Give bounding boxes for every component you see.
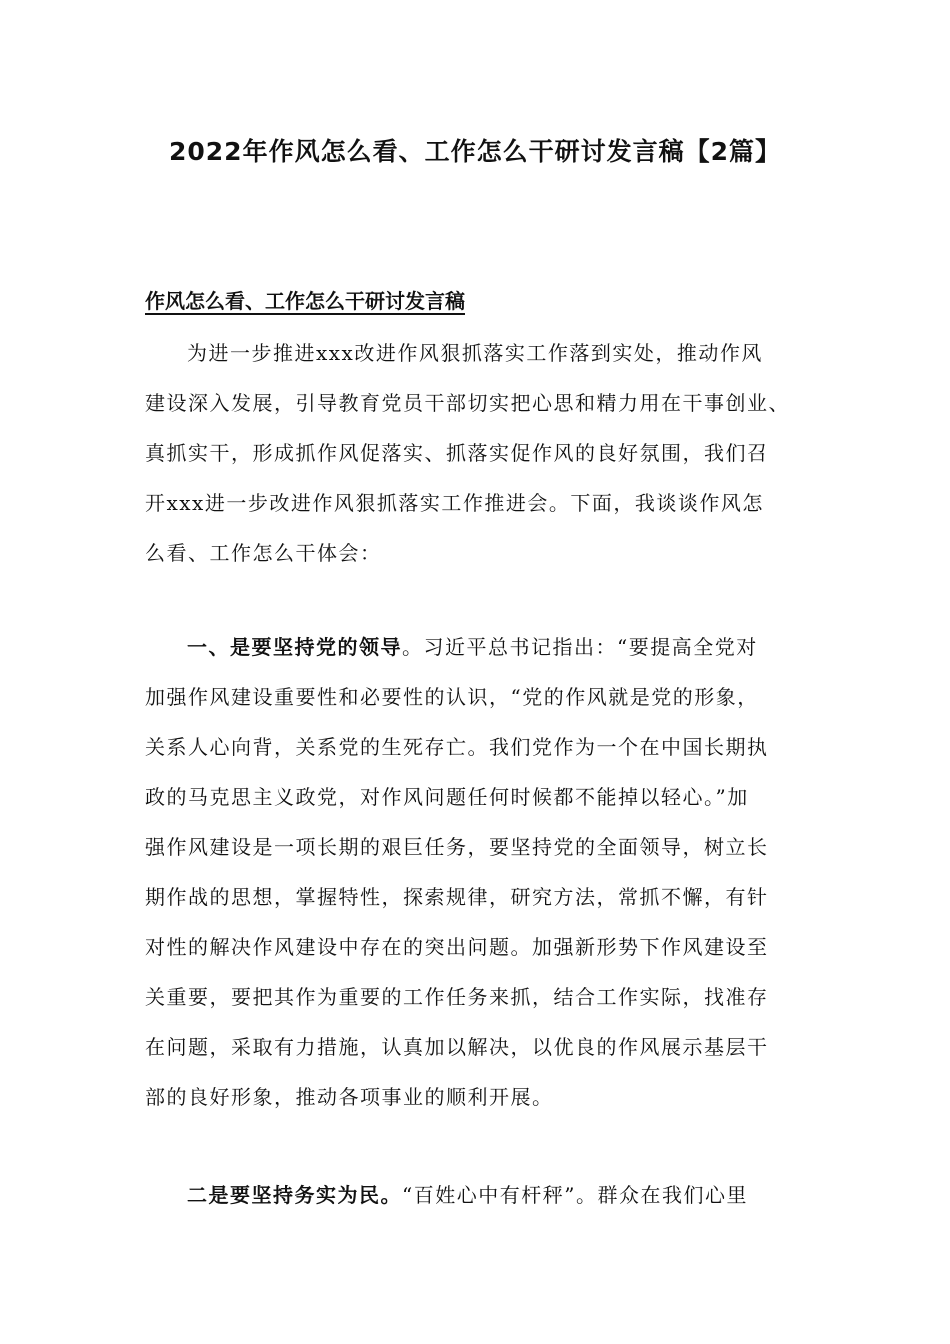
intro-paragraph — [145, 328, 825, 578]
section-one-paragraph — [145, 622, 825, 1122]
section-one-first-line: 。习近平总书记指出：“要提高全党对 — [402, 635, 758, 659]
paragraph-line: 在问题，采取有力措施，认真加以解决，以优良的作风展示基层干 — [145, 1035, 769, 1059]
section-one-lead: 一、是要坚持党的领导 — [187, 635, 402, 659]
section-subheading: 作风怎么看、工作怎么干研讨发言稿 — [145, 289, 465, 313]
paragraph-line: 期作战的思想，掌握特性，探索规律，研究方法，常抓不懈，有针 — [145, 885, 769, 909]
paragraph-line: 开xxx进一步改进作风狠抓落实工作推进会。下面，我谈谈作风怎 — [145, 491, 764, 515]
section-two-paragraph — [145, 1170, 825, 1220]
paragraph-line: 为进一步推进xxx改进作风狠抓落实工作落到实处，推动作风 — [187, 341, 763, 365]
paragraph-line: 对性的解决作风建设中存在的突出问题。加强新形势下作风建设至 — [145, 935, 769, 959]
paragraph-line: 加强作风建设重要性和必要性的认识，“党的作风就是党的形象， — [145, 685, 759, 709]
paragraph-line: 强作风建设是一项长期的艰巨任务，要坚持党的全面领导，树立长 — [145, 835, 769, 859]
paragraph-line: 么看、工作怎么干体会： — [145, 541, 382, 565]
paragraph-line — [145, 622, 825, 672]
section-two-lead: 二是要坚持务实为民。 — [187, 1183, 402, 1207]
paragraph-line: 真抓实干，形成抓作风促落实、抓落实促作风的良好氛围，我们召 — [145, 441, 769, 465]
paragraph-line: 建设深入发展，引导教育党员干部切实把心思和精力用在干事创业、 — [145, 391, 790, 415]
paragraph-line: 政的马克思主义政党，对作风问题任何时候都不能掉以轻心。”加 — [145, 785, 749, 809]
paragraph-line: 关系人心向背，关系党的生死存亡。我们党作为一个在中国长期执 — [145, 735, 769, 759]
section-two-first-line: “百姓心中有杆秤”。群众在我们心里 — [402, 1183, 748, 1207]
paragraph-line — [145, 1170, 825, 1220]
paragraph-line: 关重要，要把其作为重要的工作任务来抓，结合工作实际，找准存 — [145, 985, 769, 1009]
document-title: 2022年作风怎么看、工作怎么干研讨发言稿【2篇】 — [169, 137, 781, 166]
paragraph-line: 部的良好形象，推动各项事业的顺利开展。 — [145, 1085, 554, 1109]
